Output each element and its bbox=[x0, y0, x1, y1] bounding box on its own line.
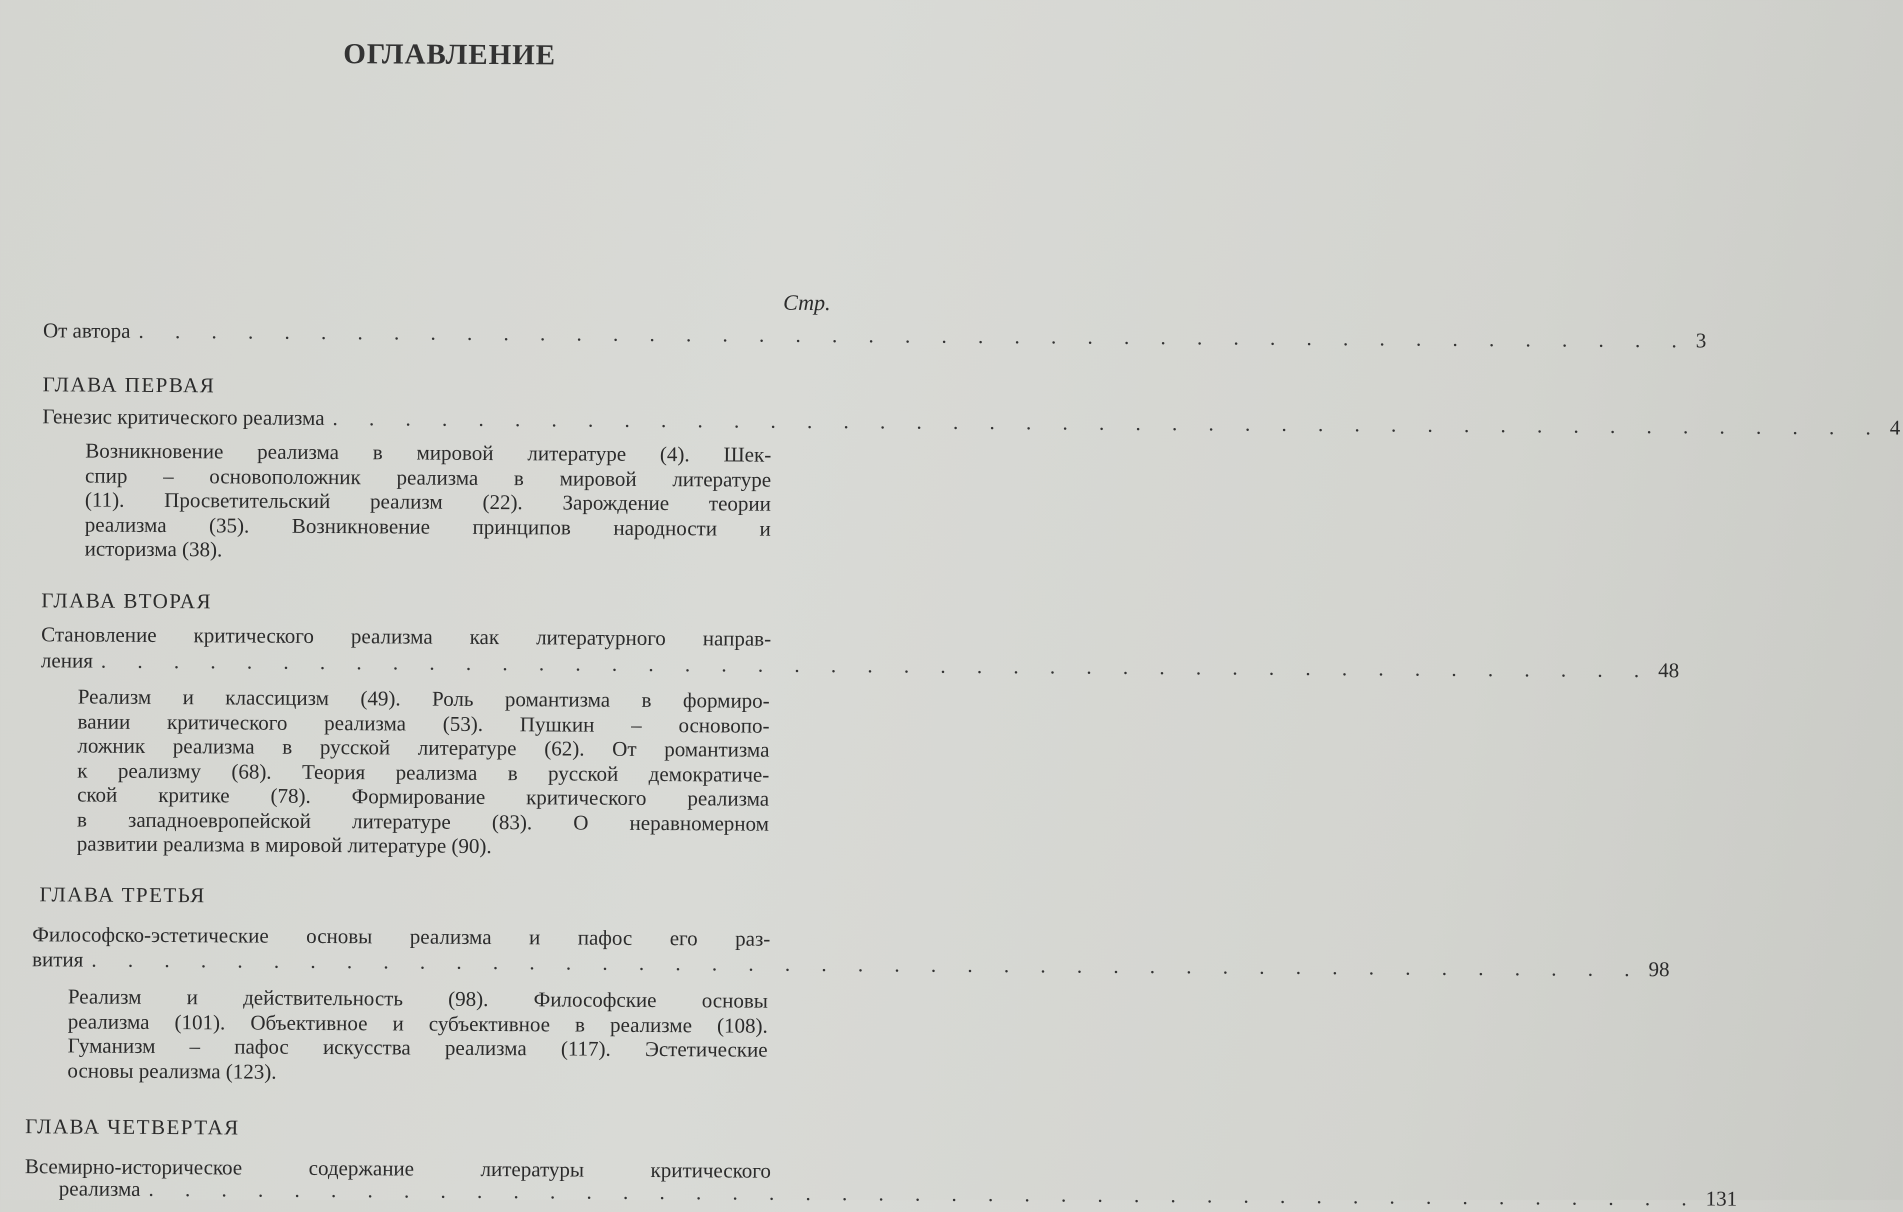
toc-entry-ch1[interactable] bbox=[42, 404, 1901, 440]
toc-entry-ch4[interactable] bbox=[58, 1176, 1738, 1211]
leader-dots: . . . . . . . . . . . . . . . . . . . . . . . . . . . . . . . . . . . . . . . . . . . bbox=[138, 318, 1690, 353]
chapter-label-2: ГЛАВА ВТОРАЯ bbox=[41, 588, 213, 614]
chapter-description-2: Реализм и классицизм (49). Роль романтизма в формиро- вании критического реализма (53). Пушкин – основопо- ложник реализма в русской литературе (62). От романтизма к реализму (68). Теория реализма в русской демократиче- ской критике (78). Формирование критического реализма в западноевропейской литературе (83). О неравномерном развитии реализма в мировой литературе (90). bbox=[76, 684, 770, 859]
toc-entry-ch4-line1[interactable]: Всемирно-историческое содержание литературы критического bbox=[24, 1154, 771, 1183]
toc-entry-ch2[interactable] bbox=[40, 648, 1680, 683]
chapter-description-1: Возникновение реализма в мировой литературе (4). Шек- спир – основоположник реализма в мировой литературе (11). Просветительский реализм (22). Зарождение теории реализма (35). Возникновение принципов народности и историзма (38). bbox=[84, 438, 772, 562]
toc-entry-ch3[interactable] bbox=[32, 947, 1670, 982]
toc-entry-ch2-line1[interactable]: Становление критического реализма как литературного направ- bbox=[41, 622, 772, 651]
toc-page-number: 131 bbox=[1705, 1186, 1738, 1211]
chapter-label-1: ГЛАВА ПЕРВАЯ bbox=[42, 372, 216, 398]
leader-dots: . . . . . . . . . . . . . . . . . . . . . . . . . . . . . . . . . . . . . . . . . . . bbox=[100, 648, 1653, 683]
toc-entry-ch3-line1[interactable]: Философско-эстетические основы реализма и пафос его раз- bbox=[32, 922, 771, 951]
toc-page-number: 48 bbox=[1658, 658, 1680, 683]
toc-entry-text: От автора bbox=[42, 318, 131, 343]
leader-dots: . . . . . . . . . . . . . . . . . . . . . . . . . . . . . . . . . . . . . . . . . . . bbox=[91, 947, 1643, 982]
toc-entry-text: ления bbox=[40, 648, 93, 673]
chapter-label-4: ГЛАВА ЧЕТВЕРТАЯ bbox=[25, 1114, 240, 1140]
leader-dots: . . . . . . . . . . . . . . . . . . . . . . . . . . . . . . . . . . . . . . . . . . . bbox=[148, 1176, 1700, 1211]
toc-page-number: 98 bbox=[1648, 957, 1670, 982]
page-title: ОГЛАВЛЕНИЕ bbox=[343, 38, 557, 72]
page-column-label: Стр. bbox=[783, 289, 831, 316]
leader-dots: . . . . . . . . . . . . . . . . . . . . . . . . . . . . . . . . . . . . . . . . . . . bbox=[332, 406, 1884, 440]
toc-entry-text: вития bbox=[32, 947, 84, 972]
toc-entry-text: Генезис критического реализма bbox=[42, 404, 325, 430]
toc-page-number: 3 bbox=[1695, 328, 1707, 353]
toc-entry-intro[interactable] bbox=[42, 318, 1707, 353]
toc-page-number: 4 bbox=[1889, 415, 1901, 440]
toc-entry-text: реализма bbox=[58, 1176, 141, 1201]
chapter-label-3: ГЛАВА ТРЕТЬЯ bbox=[39, 882, 206, 908]
chapter-description-3: Реализм и действительность (98). Философские основы реализма (101). Объективное и субъективное в реализме (108). Гуманизм – пафос искусства реализма (117). Эстетические основы реализма (123). bbox=[67, 984, 768, 1084]
